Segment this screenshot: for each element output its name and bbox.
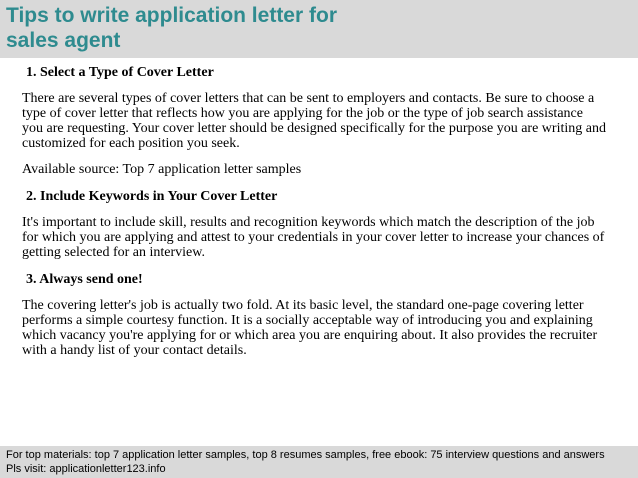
slide-title-line-1: Tips to write application letter for: [6, 4, 337, 27]
section-3-paragraph: The covering letter's job is actually two fold. At its basic level, the standard one-page covering letter performs a simple courtesy function. It is a socially acceptable way of introducing you and explaining which vacancy you're applying for or which area you are enquiring about. It also provides the recruiter with a handy list of your contact details.: [22, 298, 598, 358]
section-2-paragraph: It's important to include skill, results and recognition keywords which match the description of the job for which you are applying and attest to your credentials in your cover letter to increase your chances of getting selected for an interview.: [22, 215, 605, 260]
slide-title-bar: [0, 0, 638, 58]
available-source-note: Available source: Top 7 application letter samples: [22, 162, 302, 177]
section-heading-3: 3. Always send one!: [26, 272, 143, 287]
footer-visit-text: Pls visit: applicationletter123.info: [6, 463, 166, 475]
section-heading-2: 2. Include Keywords in Your Cover Letter: [26, 189, 278, 204]
section-1-paragraph: There are several types of cover letters that can be sent to employers and contacts. Be sure to choose a type of cover letter that reflects how you are applying for the job or the type of job search assistance you are requesting. Your cover letter should be designed specifically for the purpose you are writing and customized for each position you seek.: [22, 91, 606, 151]
slide-title-line-2: sales agent: [6, 29, 121, 52]
footer-materials-text: For top materials: top 7 application letter samples, top 8 resumes samples, free ebook: 75 interview questions and answers: [6, 449, 605, 461]
footer-bar: [0, 446, 638, 478]
slide-body: [22, 64, 607, 369]
section-heading-1: 1. Select a Type of Cover Letter: [26, 65, 214, 80]
